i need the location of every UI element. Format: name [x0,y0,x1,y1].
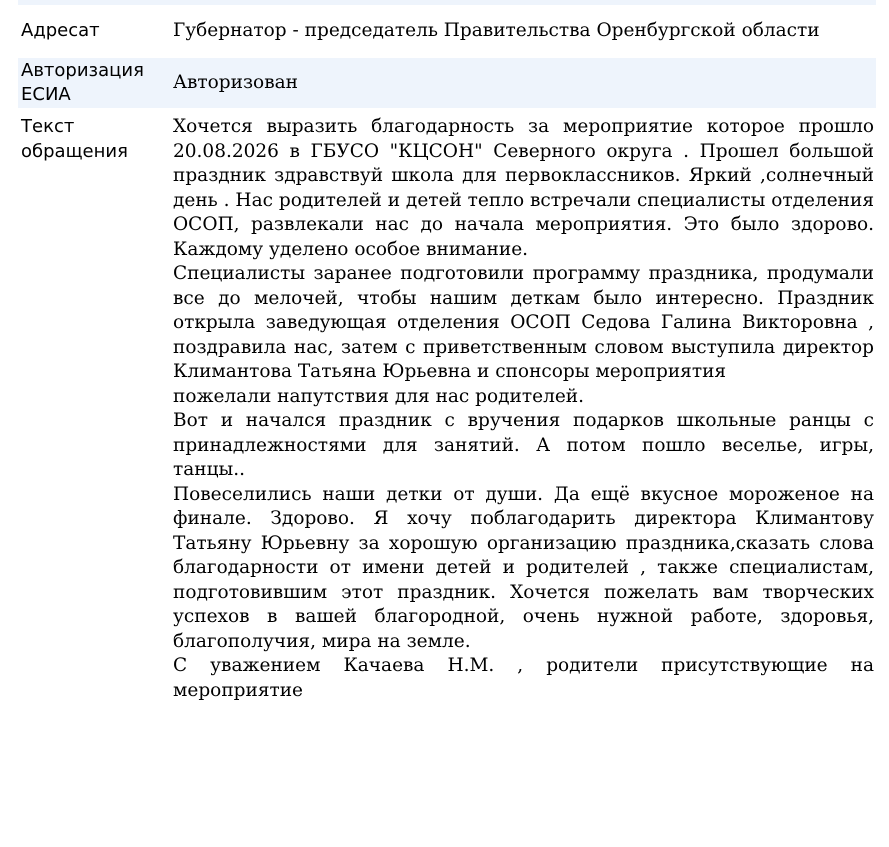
appeal-paragraph: Специалисты заранее подготовили программу праздника, продумали все до мелочей, чтобы нашим деткам было интересно. Праздник открыла заведующая отделения ОСОП Седова Галина Викторовна , поздравила нас, затем с приветственным словом выступила директор Климантова Татьяна Юрьевна и спонсоры мероприятия [173,263,874,382]
appeal-text-row [18,108,876,703]
appeal-paragraph: Хочется выразить благодарность за мероприятие которое прошло 20.08.2026 в ГБУСО "КЦСОН" Северного округа . Прошел большой праздник здравствуй школа для первоклассников. Яркий ,солнечный день . Нас родителей и детей тепло встречали специалисты отделения ОСОП, развлекали нас до начала мероприятия. Это было здорово. Каждому уделено особое внимание. [173,116,874,260]
appeal-text-value [173,108,876,703]
appeal-paragraph: Вот и начался праздник с вручения подарков школьные ранцы с принадлежностями для занятий. А потом пошло веселье, игры, танцы.. [173,410,874,480]
esia-authorization-row [18,58,876,108]
addressee-value: Губернатор - председатель Правительства Оренбургской области [173,5,876,58]
esia-authorization-value: Авторизован [173,58,876,108]
esia-authorization-label: Авторизация ЕСИА [18,58,173,108]
appeal-text-label: Текст обращения [18,108,173,703]
appeal-paragraph: пожелали напутствия для нас родителей. [173,385,584,407]
addressee-label: Адресат [18,5,173,58]
appeal-paragraph: Повеселились наши детки от души. Да ещё вкусное мороженое на финале. Здорово. Я хочу поблагодарить директора Климантову Татьяну Юрьевну за хорошую организацию праздника,сказать слова благодарности от имени детей и родителей , также специалистам, подготовившим этот праздник. Хочется пожелать вам творческих успехов в вашей благородной, очень нужной работе, здоровья, благополучия, мира на земле. [173,483,874,652]
appeal-paragraph: С уважением Качаева Н.М. , родители присутствующие на мероприятие [173,655,874,701]
appeal-details-table [18,5,876,703]
addressee-row [18,5,876,58]
